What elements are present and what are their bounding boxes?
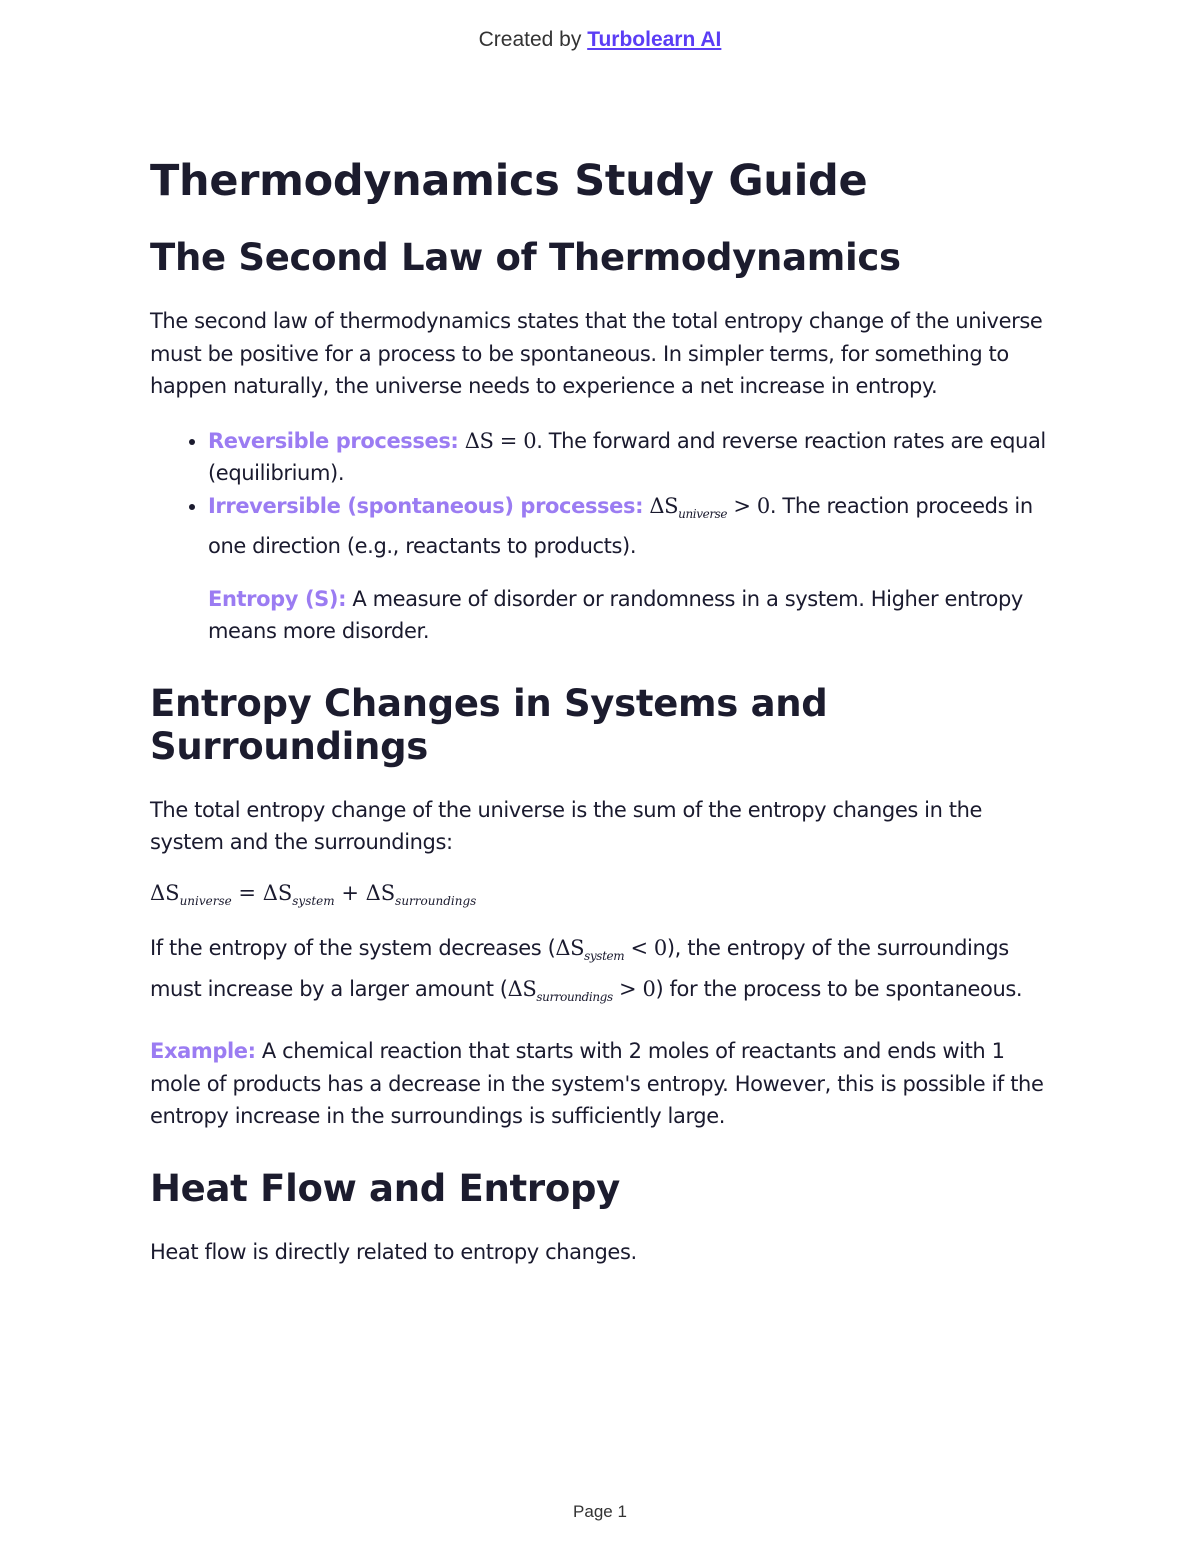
- entropy-definition-label: Entropy (S):: [208, 586, 347, 611]
- example-label: Example:: [150, 1039, 256, 1064]
- heat-flow-intro: Heat flow is directly related to entropy changes.: [150, 1239, 637, 1264]
- irreversible-text: . The reaction proceeds in one direction (e.g., reactants to products).: [208, 493, 1033, 559]
- entropy-definition: [150, 583, 1060, 648]
- process-list: [150, 425, 1060, 563]
- irreversible-label: Irreversible (spontaneous) processes:: [208, 493, 644, 518]
- page-number: Page 1: [573, 1502, 627, 1521]
- turbolearn-link[interactable]: Turbolearn AI: [587, 28, 722, 51]
- example-text: A chemical reaction that starts with 2 moles of reactants and ends with 1 mole of products has a decrease in the system's entropy. However, this is possible if the entropy increase in the surroundings is sufficiently large.: [150, 1039, 1044, 1129]
- list-item-reversible: [208, 425, 1060, 490]
- entropy-changes-intro: The total entropy change of the universe is the sum of the entropy changes in the system and the surroundings:: [150, 797, 983, 855]
- section-heading-heat-flow: Heat Flow and Entropy: [150, 1166, 620, 1210]
- main-content: [150, 156, 1060, 1290]
- irreversible-formula: $\Delta S_{universe} > 0$: [649, 493, 770, 521]
- reversible-label: Reversible processes:: [208, 428, 459, 453]
- section-heading-second-law: The Second Law of Thermodynamics: [150, 236, 901, 279]
- system-decrease-paragraph: If the entropy of the system decreases $(\Delta S_{system} < 0)$, the entropy of the surroundings must increase by a larger amount $(\Delta S_{surroundings} > 0)$ for the process to be spontaneous.: [150, 935, 1023, 1004]
- page-header: [0, 28, 1200, 52]
- reversible-formula: ΔS = 0: [464, 428, 537, 453]
- section-heading-entropy-changes: Entropy Changes in Systems and Surroundings: [150, 681, 828, 768]
- page-title: Thermodynamics Study Guide: [150, 156, 868, 206]
- entropy-sum-formula: $\Delta S_{universe} = \Delta S_{system} + \Delta S_{surroundings}$: [150, 880, 477, 908]
- example-paragraph: [150, 1035, 1060, 1133]
- entropy-definition-text: A measure of disorder or randomness in a system. Higher entropy means more disorder.: [208, 586, 1023, 644]
- second-law-intro: The second law of thermodynamics states that the total entropy change of the universe must be positive for a process to be spontaneous. In simpler terms, for something to happen naturally, the universe needs to experience a net increase in entropy.: [150, 309, 1043, 398]
- reversible-text: . The forward and reverse reaction rates are equal (equilibrium).: [208, 428, 1046, 485]
- header-prefix: Created by: [478, 28, 582, 51]
- list-item-irreversible: [208, 490, 1060, 563]
